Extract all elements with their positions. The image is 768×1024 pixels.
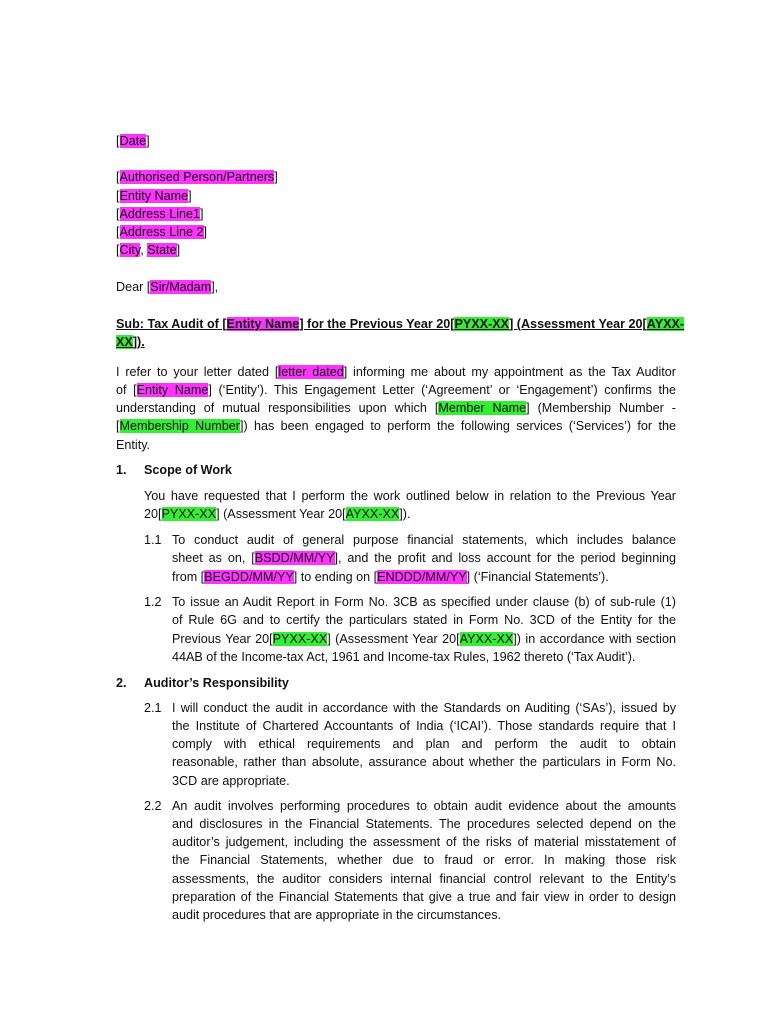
item-1-1-line-2: sheet as on, [BSDD/MM/YY], and the profit and loss account for the period beginning	[172, 551, 676, 565]
item-1-2-line-3: Previous Year 20[PYXX-XX] (Assessment Year 20[AYXX-XX]) in accordance with section	[172, 632, 676, 646]
intro-line-5: Entity.	[116, 438, 151, 452]
address-line1-placeholder: Address Line1	[119, 207, 201, 221]
item-1-2-line-1: To issue an Audit Report in Form No. 3CB as specified under clause (b) of sub-rule (1)	[172, 595, 676, 609]
item-2-2-number: 2.2	[144, 799, 162, 813]
city-placeholder: City	[119, 243, 141, 257]
end-date-placeholder: ENDDD/MM/YY	[377, 570, 467, 584]
authorised-line: [Authorised Person/Partners]	[116, 170, 278, 184]
section1-para-line-2: 20[PYXX-XX] (Assessment Year 20[AYXX-XX]).	[144, 507, 411, 521]
authorised-placeholder: Authorised Person/Partners	[119, 170, 275, 184]
item-1-2-number: 1.2	[144, 595, 162, 609]
item-2-2-line: assessments, the auditor considers internal financial control relevant to the Entity’s	[172, 872, 676, 886]
item-2-1-line: the Institute of Chartered Accountants of India (‘ICAI’). Those standards require that I	[172, 719, 676, 733]
item-2-2-line: the Financial Statements, whether due to fraud or error. In making those risk	[172, 853, 676, 867]
bs-date-placeholder: BSDD/MM/YY	[254, 551, 335, 565]
section2-number: 2.	[116, 676, 127, 690]
item-2-1-line: I will conduct the audit in accordance with the Standards on Auditing (‘SAs’), issued by	[172, 701, 676, 715]
subject-py-placeholder: PYXX-XX	[454, 317, 510, 331]
item-2-2-line: An audit involves performing procedures to obtain audit evidence about the amounts	[172, 799, 676, 813]
intro-line-4: [Membership Number]) has been engaged to perform the following services (‘Services’) for the	[116, 419, 676, 433]
address-line2: [Address Line 2]	[116, 225, 208, 239]
item-1-2-line-2: of Rule 6G and to certify the particulars stated in Form No. 3CD of the Entity for the	[172, 613, 676, 627]
subject-ay-placeholder: AYXX-	[646, 317, 685, 331]
item-2-2-line: auditor’s judgement, including the assessment of the risks of material misstatement of	[172, 835, 676, 849]
item-1-2-line-4: 44AB of the Income-tax Act, 1961 and Income-tax Rules, 1962 thereto (‘Tax Audit’).	[172, 650, 636, 664]
section1-para-line-1: You have requested that I perform the work outlined below in relation to the Previous Year	[144, 489, 676, 503]
item-1-1-line-1: To conduct audit of general purpose financial statements, which includes balance	[172, 533, 676, 547]
intro-line-3: understanding of mutual responsibilities upon which [Member Name] (Membership Number -	[116, 401, 677, 415]
subject-ay-placeholder-cont: XX	[116, 335, 133, 349]
city-state-line: [City, State]	[116, 243, 181, 257]
section2-title: Auditor’s Responsibility	[144, 676, 289, 690]
item-2-1-number: 2.1	[144, 701, 162, 715]
section1-title: Scope of Work	[144, 463, 232, 477]
membership-number-placeholder: Membership Number	[119, 419, 240, 433]
item-1-1-number: 1.1	[144, 533, 162, 547]
item-1-2-ay-placeholder: AYXX-XX	[459, 632, 514, 646]
salutation: Dear [Sir/Madam],	[116, 280, 219, 294]
date-line: [Date]	[116, 134, 150, 148]
item-2-1-line: comply with ethical requirements and plan and perform the audit to obtain	[172, 737, 676, 751]
section1-ay-placeholder: AYXX-XX	[345, 507, 400, 521]
intro-line-1: I refer to your letter dated [letter dated] informing me about my appointment as the Tax Auditor	[116, 365, 676, 379]
section1-number: 1.	[116, 463, 127, 477]
intro-entity-placeholder: Entity Name	[136, 383, 209, 397]
address-line2-placeholder: Address Line 2	[119, 225, 204, 239]
state-placeholder: State	[147, 243, 177, 257]
subject-line-2: XX]).	[116, 335, 145, 349]
salutation-placeholder: Sir/Madam	[150, 280, 212, 294]
member-name-placeholder: Member Name	[438, 401, 527, 415]
item-2-2-line: preparation of the Financial Statements that give a true and fair view in order to design	[172, 890, 676, 904]
subject-line-1: Sub: Tax Audit of [Entity Name] for the Previous Year 20[PYXX-XX] (Assessment Year 20[AYXX-	[116, 317, 685, 331]
subject-entity-placeholder: Entity Name	[226, 317, 300, 331]
date-placeholder: Date	[119, 134, 147, 148]
begin-date-placeholder: BEGDD/MM/YY	[204, 570, 294, 584]
item-2-2-line: and disclosures in the Financial Statements. The procedures selected depend on the	[172, 817, 676, 831]
letter-dated-placeholder: letter dated	[278, 365, 344, 379]
entity-line: [Entity Name]	[116, 189, 192, 203]
address-line1: [Address Line1]	[116, 207, 204, 221]
item-1-2-py-placeholder: PYXX-XX	[272, 632, 328, 646]
entity-placeholder: Entity Name	[119, 189, 189, 203]
item-2-2-line: audit procedures that are appropriate in the circumstances.	[172, 908, 502, 922]
item-2-1-line: reasonable, rather than absolute, assurance about whether the particulars in Form No.	[172, 755, 676, 769]
item-2-1-line: 3CD are appropriate.	[172, 774, 290, 788]
section1-py-placeholder: PYXX-XX	[161, 507, 217, 521]
item-1-1-line-3: from [BEGDD/MM/YY] to ending on [ENDDD/MM/YY] (‘Financial Statements’).	[172, 570, 609, 584]
intro-line-2: of [Entity Name] (‘Entity’). This Engagement Letter (‘Agreement’ or ‘Engagement’) confirms the	[116, 383, 676, 397]
